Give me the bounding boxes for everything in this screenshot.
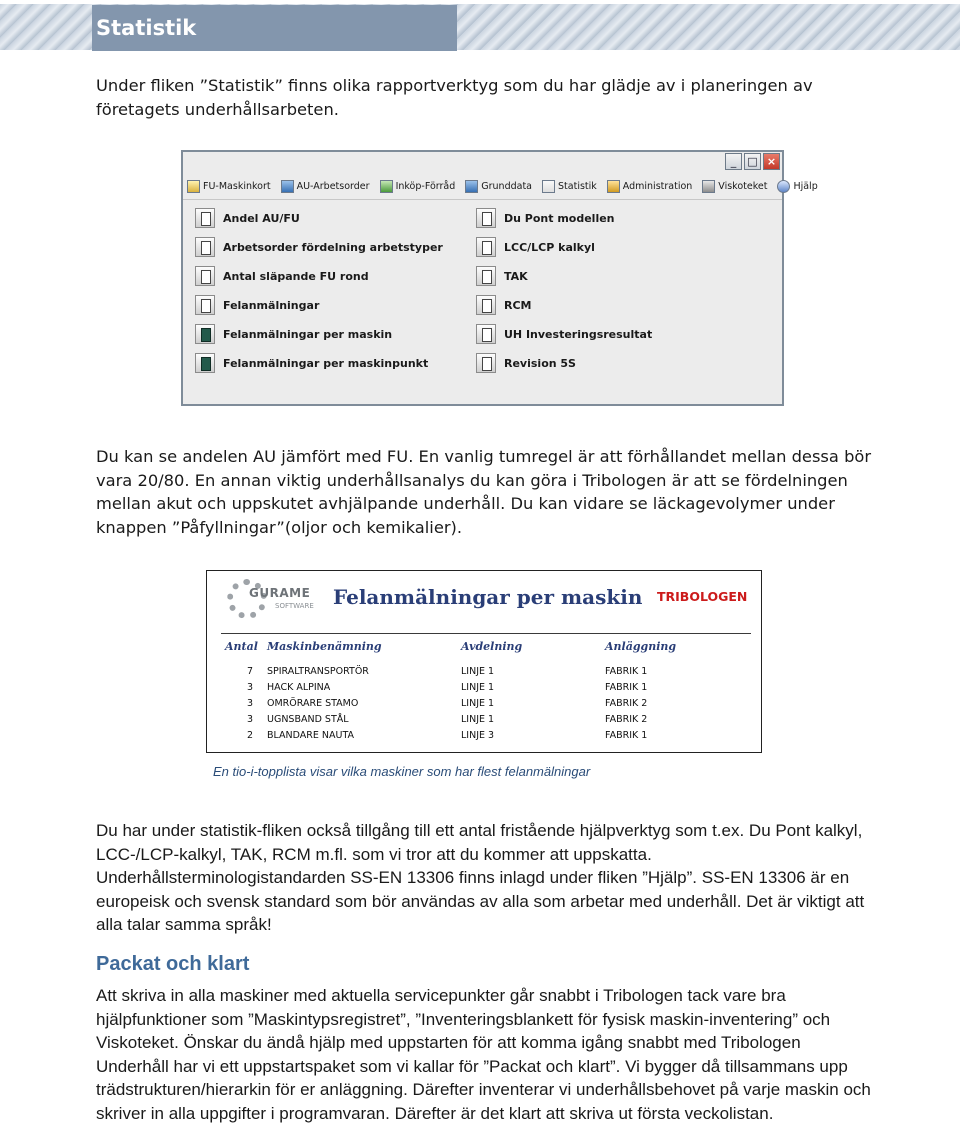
report-icon [476, 353, 496, 373]
analysis-paragraph: Du kan se andelen AU jämfört med FU. En vanlig tumregel är att förhållandet mellan dessa bör vara 20/80. En annan viktig underhållsanalys du kan göra i Tribologen är att se fördelningen mellan akut och uppskutet avhjälpande underhåll. Du kan vidare se läckagevolymer under knappen ”Påfyllningar”(oljor och kemikalier). [96, 447, 872, 537]
report-tak[interactable]: TAK [476, 266, 652, 286]
report-felanmalningar-per-maskin[interactable]: Felanmälningar per maskin [195, 324, 443, 344]
report-icon [195, 295, 215, 315]
tab-hjalp[interactable]: Hjälp [777, 180, 817, 193]
report-icon [195, 237, 215, 257]
report-lcc-lcp[interactable]: LCC/LCP kalkyl [476, 237, 652, 257]
section-heading: Packat och klart [96, 953, 250, 975]
maximize-button[interactable]: □ [744, 153, 761, 170]
tab-grunddata[interactable]: Grunddata [465, 180, 532, 193]
col-header-avdelning: Avdelning [461, 640, 523, 653]
folder-icon [187, 180, 200, 193]
tab-inkop-forrad[interactable]: Inköp-Förråd [380, 180, 456, 193]
report-felanmalningar-per-maskinpunkt[interactable]: Felanmälningar per maskinpunkt [195, 353, 443, 373]
report-screenshot: GURAME SOFTWARE Felanmälningar per maskin TRIBOLOGEN Antal Maskinbenämning Avdelning Anläggning 7 SPIRALTRANSPORTÖR LINJE 1 FABRIK 1 3 HACK ALPINA LINJE 1 FABRIK 1 3 OMRÖRARE STAMO LINJE 1 FABRIK 2 3 UGNSBAND STÅL LINJE 1 FABRIK 2 2 BLANDARE NAUTA LINJE 3 FABRIK 1 [206, 570, 762, 753]
tab-au-arbetsorder[interactable]: AU-Arbetsorder [281, 180, 370, 193]
close-button[interactable]: × [763, 153, 780, 170]
main-toolbar [183, 174, 818, 200]
tab-fu-maskinkort[interactable]: FU-Maskinkort [187, 180, 271, 193]
key-icon [607, 180, 620, 193]
chart-icon [542, 180, 555, 193]
app-window-screenshot [181, 150, 818, 406]
report-icon [195, 266, 215, 286]
col-header-anlaggning: Anläggning [605, 640, 677, 653]
minimize-button[interactable]: _ [725, 153, 742, 170]
report-icon [476, 324, 496, 344]
document-icon [281, 180, 294, 193]
report-title: Felanmälningar per maskin [333, 585, 643, 609]
page-title: Statistik [92, 5, 457, 51]
report-antal-slapande-fu[interactable]: Antal släpande FU rond [195, 266, 443, 286]
report-icon [195, 208, 215, 228]
report-du-pont[interactable]: Du Pont modellen [476, 208, 652, 228]
window-titlebar [183, 152, 782, 174]
report-brand: TRIBOLOGEN [657, 589, 748, 604]
report-caption: En tio-i-topplista visar vilka maskiner som har flest felanmälningar [213, 764, 591, 779]
report-icon [195, 324, 215, 344]
report-icon [476, 295, 496, 315]
report-felanmalningar[interactable]: Felanmälningar [195, 295, 443, 315]
col-header-antal: Antal [225, 640, 258, 653]
report-icon [195, 353, 215, 373]
report-divider [221, 633, 751, 634]
report-icon [476, 208, 496, 228]
tab-administration[interactable]: Administration [607, 180, 693, 193]
tools-paragraph: Du har under statistik-fliken också tillgång till ett antal fristående hjälpverktyg som t.ex. Du Pont kalkyl, LCC-/LCP-kalkyl, TAK, RCM m.fl. som vi tror att du kommer att uppskatta. Underhållsterminologistandarden SS-EN 13306 finns inlagd under fliken ”Hjälp”. SS-EN 13306 är en europeisk och svensk standard som bör användas av alla som arbetar med underhåll. Det är viktigt att alla talar samma språk! [96, 821, 865, 934]
report-icon [476, 237, 496, 257]
report-rcm[interactable]: RCM [476, 295, 652, 315]
report-revision-5s[interactable]: Revision 5S [476, 353, 652, 373]
packat-paragraph: Att skriva in alla maskiner med aktuella servicepunkter går snabbt i Tribologen tack vare bra hjälpfunktioner som ”Maskintypsregistret”, ”Inventeringsblankett för fysisk maskin-inventering” och Viskoteket. Önskar du ändå hjälp med uppstarten för att komma igång snabbt med Tribologen Underhåll har vi ett uppstartspaket som vi kallar för ”Packat och klart”. Vi bygger då tillsammans upp trädstrukturen/hierarkin för er anläggning. Därefter inventerar vi underhållsbehovet på varje maskin och skriver in alla uppgifter i programvaran. Därefter är det klart att skriva ut första veckolistan. [96, 986, 871, 1123]
report-uh-investeringsresultat[interactable]: UH Investeringsresultat [476, 324, 652, 344]
report-list-panel [183, 200, 782, 400]
cart-icon [380, 180, 393, 193]
gurame-logo: GURAME SOFTWARE [227, 577, 313, 621]
intro-paragraph: Under fliken ”Statistik” finns olika rapportverktyg som du har glädje av i planeringen av företagets underhållsarbeten. [96, 76, 813, 119]
report-icon [476, 266, 496, 286]
help-icon [777, 180, 790, 193]
report-arbetsorder-fordelning[interactable]: Arbetsorder fördelning arbetstyper [195, 237, 443, 257]
tools-icon [702, 180, 715, 193]
col-header-maskin: Maskinbenämning [267, 640, 382, 653]
tab-viskoteket[interactable]: Viskoteket [702, 180, 767, 193]
report-andel-au-fu[interactable]: Andel AU/FU [195, 208, 443, 228]
tab-statistik[interactable]: Statistik [542, 180, 597, 193]
database-icon [465, 180, 478, 193]
